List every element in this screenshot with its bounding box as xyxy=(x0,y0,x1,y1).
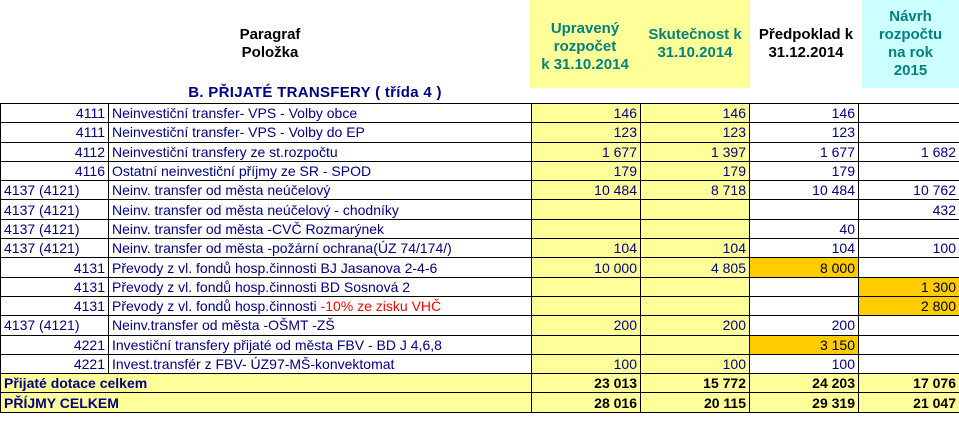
row-code: 4131 xyxy=(1,258,109,277)
header-text: 2015 xyxy=(893,62,928,79)
row-value-skutecnost xyxy=(641,219,750,238)
row-code: 4116 xyxy=(1,161,109,180)
header-text: 31.10.2014 xyxy=(657,44,733,61)
row-value-upraveny xyxy=(532,296,641,315)
row-code: 4111 xyxy=(1,104,109,123)
table-row xyxy=(1,104,959,123)
total-label: PŘÍJMY CELKEM xyxy=(1,393,532,412)
total-value-upraveny: 28 016 xyxy=(532,393,641,412)
row-value-skutecnost: 200 xyxy=(641,316,750,335)
header-skutecnost xyxy=(640,0,750,88)
row-value-navrh xyxy=(859,123,959,142)
row-value-skutecnost: 104 xyxy=(641,239,750,258)
row-value-navrh xyxy=(859,104,959,123)
row-value-upraveny: 146 xyxy=(532,104,641,123)
row-value-upraveny xyxy=(532,200,641,219)
row-value-predpoklad: 3 150 xyxy=(750,335,859,354)
row-value-skutecnost: 4 805 xyxy=(641,258,750,277)
row-value-upraveny: 104 xyxy=(532,239,641,258)
row-value-predpoklad xyxy=(750,200,859,219)
row-name: Převody z vl. fondů hosp.činnosti BD Sosnová 2 xyxy=(109,277,532,296)
table-row xyxy=(1,258,959,277)
row-value-predpoklad: 40 xyxy=(750,219,859,238)
header-text: na rok xyxy=(887,44,933,61)
row-value-skutecnost: 123 xyxy=(641,123,750,142)
total-row xyxy=(1,374,959,393)
header-text: 31.12.2014 xyxy=(768,44,844,61)
row-value-skutecnost xyxy=(641,277,750,296)
row-value-predpoklad: 146 xyxy=(750,104,859,123)
row-value-upraveny: 179 xyxy=(532,161,641,180)
header-text: rozpočet xyxy=(553,38,617,55)
header-text: Předpoklad k xyxy=(758,26,854,43)
row-value-predpoklad: 10 484 xyxy=(750,181,859,200)
header-paragraf: Paragraf xyxy=(239,26,301,43)
row-value-navrh: 1 682 xyxy=(859,142,959,161)
row-value-upraveny: 100 xyxy=(532,354,641,373)
row-value-upraveny: 200 xyxy=(532,316,641,335)
row-value-navrh xyxy=(859,161,959,180)
header-upraveny-rozpocet xyxy=(530,0,640,88)
row-code: 4137 (4121) xyxy=(1,316,109,335)
row-name: Neinv. transfer od města neúčelový xyxy=(109,181,532,200)
header-text: Skutečnost k xyxy=(648,26,742,43)
row-value-skutecnost xyxy=(641,335,750,354)
total-label: Přijaté dotace celkem xyxy=(1,374,532,393)
header-paragraf-polozka xyxy=(0,0,540,88)
transfers-table xyxy=(0,103,959,413)
row-value-navrh xyxy=(859,219,959,238)
row-value-skutecnost xyxy=(641,296,750,315)
header-navrh-rozpoctu xyxy=(862,0,959,88)
section-title: B. PŘIJATÉ TRANSFERY ( třída 4 ) xyxy=(188,84,442,101)
row-value-upraveny: 1 677 xyxy=(532,142,641,161)
row-name xyxy=(109,296,532,315)
row-value-upraveny xyxy=(532,335,641,354)
row-value-navrh: 432 xyxy=(859,200,959,219)
row-value-skutecnost: 8 718 xyxy=(641,181,750,200)
row-value-navrh: 10 762 xyxy=(859,181,959,200)
row-value-navrh xyxy=(859,316,959,335)
row-name: Invest.transfér z FBV- ÚZ97-MŠ-konvektomat xyxy=(109,354,532,373)
row-value-skutecnost: 1 397 xyxy=(641,142,750,161)
row-value-navrh xyxy=(859,258,959,277)
row-code: 4131 xyxy=(1,296,109,315)
row-name-part: Převody z vl. fondů hosp.činnosti xyxy=(112,298,321,315)
total-value-skutecnost: 15 772 xyxy=(641,374,750,393)
row-value-upraveny xyxy=(532,277,641,296)
total-value-predpoklad: 24 203 xyxy=(750,374,859,393)
row-name: Neinvestiční transfer- VPS - Volby do EP xyxy=(109,123,532,142)
row-name: Investiční transfery přijaté od města FBV - BD J 4,6,8 xyxy=(109,335,532,354)
table-row xyxy=(1,335,959,354)
row-value-predpoklad: 123 xyxy=(750,123,859,142)
row-value-predpoklad: 1 677 xyxy=(750,142,859,161)
total-row xyxy=(1,393,959,412)
row-name: Neinv. transfer od města -CVČ Rozmarýnek xyxy=(109,219,532,238)
row-value-predpoklad: 104 xyxy=(750,239,859,258)
header-text: Návrh xyxy=(889,8,932,25)
total-value-navrh: 17 076 xyxy=(859,374,959,393)
table-row xyxy=(1,123,959,142)
row-name: Neinvestiční transfer- VPS - Volby obce xyxy=(109,104,532,123)
row-value-predpoklad: 200 xyxy=(750,316,859,335)
row-code: 4221 xyxy=(1,354,109,373)
row-value-navrh: 1 300 xyxy=(859,277,959,296)
table-row xyxy=(1,181,959,200)
table-row xyxy=(1,239,959,258)
total-value-skutecnost: 20 115 xyxy=(641,393,750,412)
header-text: Upravený xyxy=(550,20,620,37)
row-code: 4137 (4121) xyxy=(1,181,109,200)
row-name: Neinv. transfer od města -požární ochrana(ÚZ 74/174/) xyxy=(109,239,532,258)
row-value-predpoklad xyxy=(750,277,859,296)
total-value-predpoklad: 29 319 xyxy=(750,393,859,412)
row-code: 4221 xyxy=(1,335,109,354)
table-row xyxy=(1,354,959,373)
table-row xyxy=(1,142,959,161)
row-value-skutecnost: 179 xyxy=(641,161,750,180)
table-row xyxy=(1,161,959,180)
table-row xyxy=(1,200,959,219)
row-value-predpoklad xyxy=(750,296,859,315)
header-text: k 31.10.2014 xyxy=(541,56,629,73)
table-row xyxy=(1,219,959,238)
row-name: Neinvestiční transfery ze st.rozpočtu xyxy=(109,142,532,161)
table-row xyxy=(1,316,959,335)
row-value-predpoklad: 100 xyxy=(750,354,859,373)
header-text: rozpočtu xyxy=(878,26,943,43)
row-value-navrh: 100 xyxy=(859,239,959,258)
row-code: 4111 xyxy=(1,123,109,142)
row-name: Neinv.transfer od města -OŠMT -ZŠ xyxy=(109,316,532,335)
row-value-navrh xyxy=(859,335,959,354)
table-row xyxy=(1,277,959,296)
row-value-skutecnost: 100 xyxy=(641,354,750,373)
row-code: 4131 xyxy=(1,277,109,296)
row-value-upraveny: 10 000 xyxy=(532,258,641,277)
row-value-navrh: 2 800 xyxy=(859,296,959,315)
total-value-upraveny: 23 013 xyxy=(532,374,641,393)
row-name: Převody z vl. fondů hosp.činnosti BJ Jasanova 2-4-6 xyxy=(109,258,532,277)
row-code: 4137 (4121) xyxy=(1,200,109,219)
row-code: 4112 xyxy=(1,142,109,161)
row-value-skutecnost: 146 xyxy=(641,104,750,123)
row-value-upraveny xyxy=(532,219,641,238)
header-predpoklad xyxy=(752,0,860,88)
row-name-highlight: -10% ze zisku VHČ xyxy=(320,298,442,315)
row-value-skutecnost xyxy=(641,200,750,219)
row-name: Ostatní neinvestiční příjmy ze SR - SPOD xyxy=(109,161,532,180)
row-value-upraveny: 10 484 xyxy=(532,181,641,200)
row-name: Neinv. transfer od města neúčelový - chodníky xyxy=(109,200,532,219)
row-value-navrh xyxy=(859,354,959,373)
table-row xyxy=(1,296,959,315)
row-value-upraveny: 123 xyxy=(532,123,641,142)
total-value-navrh: 21 047 xyxy=(859,393,959,412)
row-value-predpoklad: 8 000 xyxy=(750,258,859,277)
row-code: 4137 (4121) xyxy=(1,219,109,238)
row-code: 4137 (4121) xyxy=(1,239,109,258)
row-value-predpoklad: 179 xyxy=(750,161,859,180)
header-polozka: Položka xyxy=(241,44,299,61)
